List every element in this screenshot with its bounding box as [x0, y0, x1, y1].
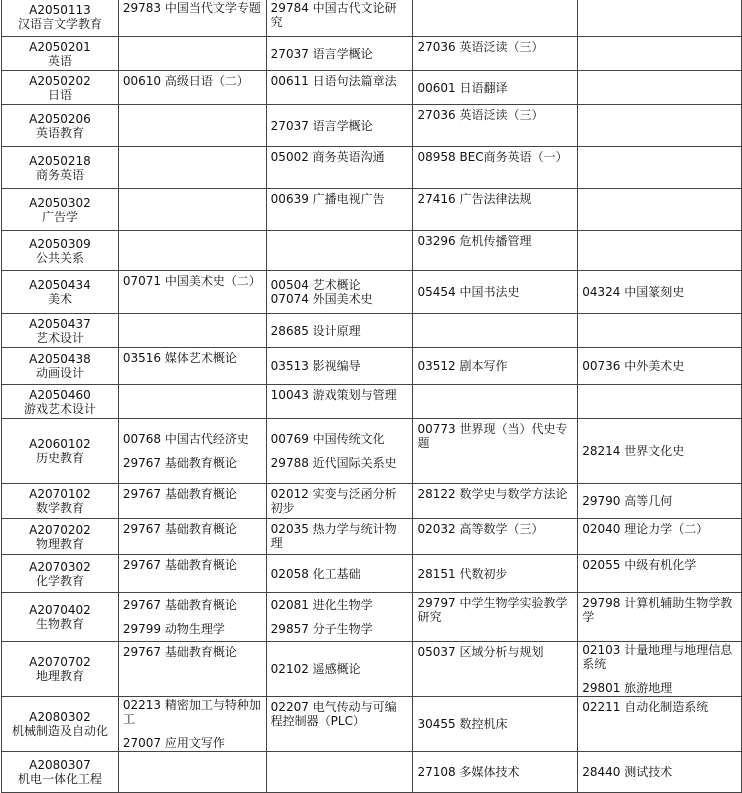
major-cell	[2, 555, 119, 593]
major-name: 商务英语	[35, 167, 84, 182]
major-name: 机械制造及自动化	[11, 724, 108, 738]
major-name: 动画设计	[35, 366, 84, 380]
course-cell	[118, 697, 266, 752]
line-gap	[123, 726, 262, 736]
course-item: 07074 外国美术史	[270, 292, 373, 306]
course-item: 27108 多媒体技术	[417, 765, 520, 779]
course-item: 28440 测试技术	[582, 765, 673, 779]
major-cell	[2, 314, 119, 348]
course-cell	[266, 231, 413, 271]
course-cell	[413, 0, 578, 37]
major-code: A2050302	[29, 195, 91, 210]
major-code: A2050202	[29, 73, 91, 88]
course-cell	[266, 385, 413, 419]
table-row	[2, 147, 742, 189]
exam-course-table	[1, 0, 742, 793]
course-item: 08958 BEC商务英语（一）	[417, 150, 568, 164]
course-item: 00768 中国古代经济史	[122, 432, 249, 446]
major-cell	[2, 348, 119, 385]
course-item: 04324 中国篆刻史	[582, 285, 685, 299]
course-cell	[578, 642, 742, 697]
course-cell	[118, 593, 266, 642]
major-name: 机电一体化工程	[17, 772, 102, 786]
course-item: 00504 艺术概论	[270, 278, 361, 292]
major-name: 美术	[47, 292, 72, 306]
major-code: A2080307	[29, 758, 91, 772]
course-item: 29767 基础教育概论	[122, 645, 237, 659]
major-cell	[2, 697, 119, 752]
major-name: 数学教育	[35, 501, 84, 515]
major-cell	[2, 593, 119, 642]
course-cell	[266, 697, 413, 752]
major-cell	[2, 484, 119, 519]
course-cell	[413, 105, 578, 147]
course-cell	[266, 555, 413, 593]
course-cell	[118, 642, 266, 697]
major-cell	[2, 71, 119, 105]
course-cell	[266, 0, 413, 37]
table-row	[2, 189, 742, 231]
course-cell	[118, 484, 266, 519]
course-item: 00611 日语句法篇章法	[270, 74, 397, 88]
major-cell	[2, 519, 119, 555]
course-cell	[413, 189, 578, 231]
major-code: A2050218	[29, 153, 91, 168]
major-code: A2050434	[29, 278, 91, 292]
course-item: 28685 设计原理	[270, 323, 361, 338]
course-cell	[413, 348, 578, 385]
major-name: 公共关系	[35, 250, 84, 265]
course-item: 29788 近代国际关系史	[270, 456, 397, 470]
course-item: 05037 区域分析与规划	[417, 645, 544, 659]
table-row	[2, 105, 742, 147]
major-code: A2050460	[29, 387, 91, 402]
major-name: 英语	[47, 53, 72, 68]
course-cell	[413, 419, 578, 484]
course-cell	[266, 271, 413, 314]
major-cell	[2, 0, 119, 37]
course-item: 27007 应用文写作	[122, 736, 225, 750]
major-code: A2070102	[29, 487, 91, 501]
table-row	[2, 642, 742, 697]
table-row	[2, 752, 742, 793]
course-item: 02102 遥感概论	[270, 662, 361, 676]
course-item: 29797 中学生物学实验教学研究	[417, 596, 568, 624]
course-item: 30455 数控机床	[417, 717, 508, 731]
course-item: 02055 中级有机化学	[582, 558, 697, 572]
course-item: 29767 基础教育概论	[122, 598, 237, 612]
line-gap	[123, 446, 262, 456]
course-cell	[413, 752, 578, 793]
course-cell	[118, 71, 266, 105]
course-item: 05002 商务英语沟通	[270, 150, 385, 164]
major-code: A2050437	[29, 316, 91, 331]
course-cell	[413, 385, 578, 419]
course-cell	[118, 231, 266, 271]
course-cell	[266, 484, 413, 519]
major-code: A2060102	[29, 437, 91, 451]
major-cell	[2, 642, 119, 697]
course-cell	[578, 519, 742, 555]
course-cell	[118, 271, 266, 314]
course-cell	[578, 71, 742, 105]
course-cell	[118, 147, 266, 189]
course-item: 02035 热力学与统计物理	[270, 522, 397, 550]
major-code: A2050438	[29, 352, 91, 366]
course-item: 00773 世界现（当）代史专题	[417, 422, 568, 450]
table-row	[2, 484, 742, 519]
major-name: 广告学	[41, 209, 78, 224]
major-name: 历史教育	[35, 451, 84, 465]
course-item: 00769 中国传统文化	[270, 432, 385, 446]
course-cell	[118, 519, 266, 555]
course-cell	[266, 314, 413, 348]
course-cell	[266, 348, 413, 385]
line-gap	[271, 612, 409, 622]
course-cell	[118, 555, 266, 593]
course-cell	[118, 189, 266, 231]
course-cell	[118, 419, 266, 484]
course-item: 02213 精密加工与特种加工	[122, 698, 261, 726]
table-row	[2, 419, 742, 484]
course-item: 02103 计量地理与地理信息系统	[582, 643, 733, 671]
course-cell	[578, 189, 742, 231]
course-item: 02032 高等数学（三）	[417, 522, 544, 536]
course-item: 03516 媒体艺术概论	[122, 351, 237, 365]
table-row	[2, 593, 742, 642]
course-item: 29767 基础教育概论	[122, 522, 237, 536]
line-gap	[123, 612, 262, 622]
major-name: 汉语言文学教育	[17, 17, 102, 31]
major-code: A2070702	[29, 655, 91, 669]
course-cell	[266, 642, 413, 697]
major-cell	[2, 752, 119, 793]
major-cell	[2, 271, 119, 314]
course-item: 27036 英语泛读（三）	[417, 108, 544, 122]
major-code: A2080302	[29, 710, 91, 724]
course-item: 29767 基础教育概论	[122, 558, 237, 572]
course-item: 29799 动物生理学	[122, 622, 225, 636]
course-item: 00639 广播电视广告	[270, 192, 385, 206]
course-cell	[266, 147, 413, 189]
course-cell	[266, 189, 413, 231]
course-cell	[266, 519, 413, 555]
course-item: 29798 计算机辅助生物学教学	[582, 596, 733, 624]
major-name: 英语教育	[35, 125, 84, 140]
course-item: 29801 旅游地理	[582, 681, 673, 695]
course-item: 28122 数学史与数学方法论	[417, 487, 568, 501]
course-cell	[578, 231, 742, 271]
course-cell	[266, 37, 413, 71]
major-name: 地理教育	[35, 669, 84, 683]
course-item: 27037 语言学概论	[270, 46, 373, 61]
course-item: 10043 游戏策划与管理	[270, 388, 397, 402]
table-row	[2, 231, 742, 271]
major-code: A2050113	[29, 3, 91, 17]
major-name: 艺术设计	[35, 330, 84, 345]
course-cell	[413, 231, 578, 271]
course-item: 28151 代数初步	[417, 566, 508, 581]
course-item: 02207 电气传动与可编程控制器（PLC）	[270, 700, 397, 728]
course-item: 29790 高等几何	[582, 494, 673, 508]
major-cell	[2, 105, 119, 147]
course-item: 27416 广告法律法规	[417, 192, 532, 206]
course-cell	[578, 697, 742, 752]
course-item: 27037 语言学概论	[270, 118, 373, 133]
course-item: 00736 中外美术史	[582, 359, 685, 373]
table-row	[2, 555, 742, 593]
course-item: 00601 日语翻译	[417, 80, 508, 95]
course-item: 27036 英语泛读（三）	[417, 40, 544, 54]
course-cell	[118, 37, 266, 71]
course-cell	[266, 752, 413, 793]
course-cell	[578, 271, 742, 314]
major-name: 物理教育	[35, 536, 84, 551]
course-item: 29767 基础教育概论	[122, 487, 237, 501]
major-name: 日语	[47, 87, 72, 102]
major-cell	[2, 189, 119, 231]
course-cell	[118, 0, 266, 37]
line-gap	[271, 446, 409, 456]
major-cell	[2, 419, 119, 484]
course-item: 02081 进化生物学	[270, 598, 373, 612]
course-item: 29784 中国古代文论研究	[270, 1, 397, 29]
major-code: A2050201	[29, 39, 91, 54]
course-cell	[413, 697, 578, 752]
course-cell	[413, 484, 578, 519]
course-cell	[578, 0, 742, 37]
course-cell	[266, 419, 413, 484]
course-cell	[578, 385, 742, 419]
course-item: 29767 基础教育概论	[122, 456, 237, 470]
course-cell	[578, 37, 742, 71]
course-item: 29783 中国当代文学专题	[122, 1, 261, 15]
course-cell	[266, 105, 413, 147]
course-cell	[578, 348, 742, 385]
major-code: A2050206	[29, 111, 91, 126]
course-cell	[413, 555, 578, 593]
course-cell	[118, 105, 266, 147]
course-cell	[413, 71, 578, 105]
course-item: 02211 自动化制造系统	[582, 700, 709, 714]
table-row	[2, 271, 742, 314]
table-row	[2, 697, 742, 752]
major-cell	[2, 231, 119, 271]
course-item: 02040 理论力学（二）	[582, 522, 709, 536]
course-cell	[578, 752, 742, 793]
table-row	[2, 348, 742, 385]
course-item: 29857 分子生物学	[270, 622, 373, 636]
course-cell	[578, 484, 742, 519]
course-item: 07071 中国美术史（二）	[122, 274, 261, 288]
major-code: A2050309	[29, 236, 91, 251]
course-cell	[413, 593, 578, 642]
course-cell	[413, 642, 578, 697]
course-cell	[413, 37, 578, 71]
course-cell	[413, 519, 578, 555]
course-cell	[118, 385, 266, 419]
course-cell	[266, 71, 413, 105]
course-item: 02058 化工基础	[270, 566, 361, 581]
line-gap	[582, 671, 737, 681]
course-cell	[578, 314, 742, 348]
major-name: 游戏艺术设计	[23, 401, 96, 416]
table-row	[2, 519, 742, 555]
course-item: 05454 中国书法史	[417, 285, 520, 299]
major-cell	[2, 385, 119, 419]
course-item: 03513 影视编导	[270, 359, 361, 373]
course-item: 00610 高级日语（二）	[122, 74, 249, 88]
course-cell	[413, 271, 578, 314]
course-cell	[118, 314, 266, 348]
course-cell	[578, 419, 742, 484]
course-item: 03512 剧本写作	[417, 359, 508, 373]
major-code: A2070202	[29, 522, 91, 537]
course-cell	[578, 555, 742, 593]
course-cell	[266, 593, 413, 642]
major-code: A2070402	[29, 603, 91, 617]
course-cell	[578, 147, 742, 189]
course-cell	[118, 348, 266, 385]
major-cell	[2, 147, 119, 189]
course-cell	[578, 593, 742, 642]
major-name: 化学教育	[35, 573, 84, 588]
course-item: 03296 危机传播管理	[417, 234, 532, 248]
course-cell	[118, 752, 266, 793]
major-cell	[2, 37, 119, 71]
course-item: 02012 实变与泛函分析初步	[270, 487, 397, 515]
table-row	[2, 71, 742, 105]
course-cell	[413, 314, 578, 348]
course-cell	[578, 105, 742, 147]
table-row	[2, 37, 742, 71]
table-row	[2, 0, 742, 37]
course-cell	[413, 147, 578, 189]
table-row	[2, 385, 742, 419]
table-body	[2, 0, 742, 793]
major-code: A2070302	[29, 559, 91, 574]
major-name: 生物教育	[35, 617, 84, 631]
course-item: 28214 世界文化史	[582, 444, 685, 458]
table-row	[2, 314, 742, 348]
